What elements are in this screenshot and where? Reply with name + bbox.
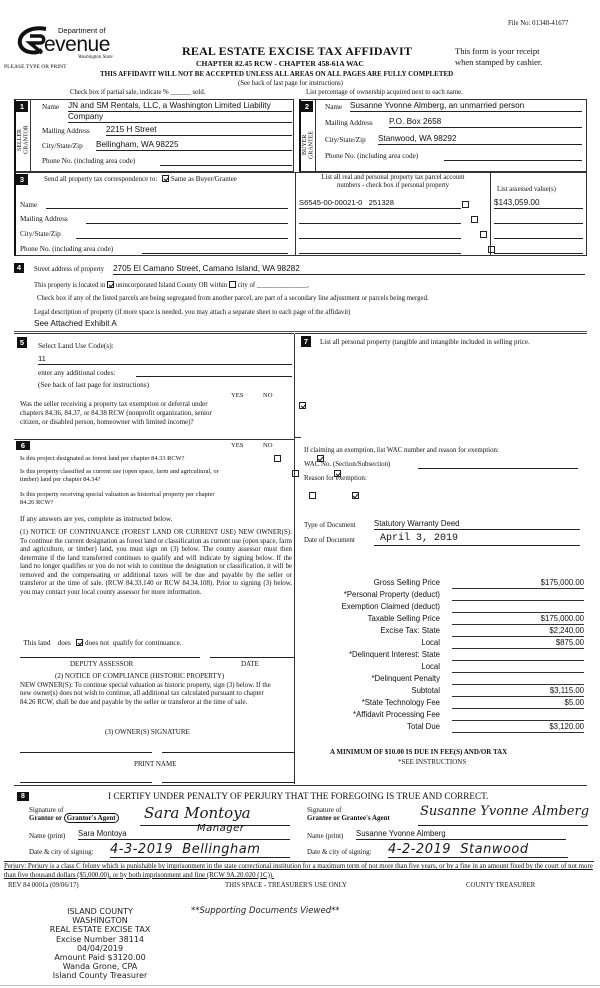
correspondence-mailing-field[interactable] <box>86 213 288 224</box>
assessed-header: List assessed value(s) <box>497 186 556 193</box>
historical-no-checkbox[interactable] <box>352 492 359 499</box>
print-name-label: PRINT NAME <box>134 760 177 768</box>
file-number: File No: 01348-41677 <box>508 20 569 27</box>
subtotal-field[interactable]: $3,115.00 <box>452 686 584 697</box>
wac-field[interactable] <box>418 458 578 469</box>
section-5-number: 5 <box>17 337 27 348</box>
reason-label: Reason for exemption: <box>304 475 367 482</box>
land-use-code-field[interactable]: 11 <box>38 354 292 365</box>
assessed-value-field-1[interactable]: $143,059.00 <box>494 198 583 209</box>
correspondence-phone-field[interactable] <box>142 243 288 254</box>
forest-land-yes-checkbox[interactable] <box>274 455 281 462</box>
treasurer-stamp: ISLAND COUNTY WASHINGTON REAL ESTATE EXCISE TAX Excise Number 38114 04/04/2019 Amount Paid $3120.00 Wanda Grone, CPA Island County Treasurer <box>49 907 151 981</box>
parcel-number-field-4[interactable] <box>299 243 461 254</box>
parcel-number-field-2[interactable] <box>299 213 461 224</box>
excise-tax-state-field[interactable]: $2,240.00 <box>452 626 584 637</box>
logo-state: Washington State <box>78 55 113 60</box>
fee-row-taxable-selling-price: Taxable Selling Price $175,000.00 <box>367 614 584 623</box>
fee-row-excise-local: Local $875.00 <box>421 638 584 647</box>
wac-label: WAC No. (Section/Subsection) <box>304 461 391 468</box>
seller-city-label: City/State/Zip <box>42 142 83 150</box>
seller-name-field-line2[interactable]: Company <box>68 112 292 123</box>
fee-row-subtotal: Subtotal $3,115.00 <box>411 686 584 695</box>
section-8-number: 8 <box>17 792 29 801</box>
taxable-selling-price-field[interactable]: $175,000.00 <box>452 614 584 625</box>
same-as-buyer-checkbox[interactable] <box>162 175 169 182</box>
warning-text: THIS AFFIDAVIT WILL NOT BE ACCEPTED UNLESS ALL AREAS ON ALL PAGES ARE FULLY COMPLETED <box>100 70 454 78</box>
partial-sale-note: Check box if partial sale, indicate % ______ sold. <box>70 89 206 96</box>
grantee-date-city-field[interactable]: 4-2-2019 Stanwood <box>388 842 568 858</box>
section-3-number: 3 <box>16 174 28 185</box>
owner-signature-line-2[interactable] <box>162 743 294 753</box>
correspondence-mailing-label: Mailing Address <box>20 215 68 223</box>
instructions-note: (See back of last page for instructions) <box>238 80 343 87</box>
buyer-name-label: Name <box>325 103 343 111</box>
assessed-value-field-2[interactable] <box>494 213 583 224</box>
county-treasurer-label: COUNTY TREASURER <box>466 882 536 889</box>
within-city-checkbox[interactable] <box>229 281 236 288</box>
perjury-certification: I CERTIFY UNDER PENALTY OF PERJURY THAT THE FOREGOING IS TRUE AND CORRECT. <box>108 791 489 801</box>
section6-yes-header: YES <box>231 442 244 449</box>
exemption-question: Was the seller receiving a property tax exemption or deferral under chapters 84.36, 84.37, or 84.38 RCW (nonprofit organization, senior citizen, or disabled person, homeowner with limited income)? <box>20 400 212 426</box>
section5-yes-header: YES <box>231 392 244 399</box>
correspondence-name-label: Name <box>20 201 38 209</box>
personal-property-label: List all personal property (tangible and intangible included in selling price. <box>320 338 530 346</box>
fee-row-personal-property: *Personal Property (deduct) <box>300 590 590 602</box>
current-use-question: Is this property classified as current use (open space, farm and agricultural, or timber) land per chapter 84.34? <box>20 468 219 483</box>
section-1-number: 1 <box>16 101 28 112</box>
grantor-signature-label: Signature of Grantor or Grantor's Agent <box>29 806 119 823</box>
doc-date-label: Date of Document <box>304 537 355 544</box>
fee-row-affidavit-processing-fee: *Affidavit Processing Fee <box>300 710 590 722</box>
see-back-note: (See back of last page for instructions) <box>38 381 149 389</box>
grantee-signature-label: Signature of Grantee or Grantee's Agent <box>307 806 390 823</box>
receipt-note-2: when stamped by cashier. <box>455 57 543 67</box>
exemption-no-checkbox[interactable] <box>299 402 306 409</box>
correspondence-city-field[interactable] <box>76 228 288 239</box>
parcel-header: List all real and personal property tax parcel account numbers - check box if personal property <box>321 174 465 190</box>
exemption-claimed-field[interactable] <box>452 602 584 613</box>
historical-yes-checkbox[interactable] <box>309 492 316 499</box>
buyer-phone-field[interactable] <box>444 150 582 161</box>
supporting-docs-stamp: **Supporting Documents Viewed** <box>191 906 340 916</box>
buyer-city-label: City/State/Zip <box>325 136 366 144</box>
fee-row-gross-selling-price: Gross Selling Price $175,000.00 <box>373 578 584 587</box>
exemption-intro: If claiming an exemption, list WAC number and reason for exemption: <box>304 447 499 454</box>
logo-revenue: evenue <box>44 33 110 56</box>
grantor-agent-circled: Grantor's Agent <box>64 813 119 823</box>
treasurer-use-label: THIS SPACE - TREASURER'S USE ONLY <box>225 882 347 889</box>
fee-row-delinquent-interest-local: Local <box>300 662 590 674</box>
buyer-phone-label: Phone No. (including area code) <box>325 152 419 160</box>
delinquent-penalty-field[interactable] <box>452 674 584 685</box>
owner-signature-line-1[interactable] <box>20 743 152 753</box>
fee-row-exemption-claimed: Exemption Claimed (deduct) <box>300 602 590 614</box>
section-2-number: 2 <box>301 101 313 112</box>
grantor-date-city-field[interactable]: 4-3-2019 Bellingham <box>110 842 290 858</box>
correspondence-phone-label: Phone No. (including area code) <box>20 245 114 253</box>
please-type: PLEASE TYPE OR PRINT <box>4 64 67 70</box>
section6-no-header: NO <box>263 442 273 449</box>
seller-name-field[interactable]: JN and SM Rentals, LLC, a Washington Limited Liability <box>68 101 292 112</box>
fee-row-total-due: Total Due $3,120.00 <box>407 722 584 731</box>
seller-mailing-field[interactable]: 2215 H Street <box>106 125 292 136</box>
section-6-number: 6 <box>16 441 30 450</box>
seller-phone-field[interactable] <box>160 155 292 166</box>
notice-of-compliance: NEW OWNER(S): To continue special valuation as historic property, sign (3) below. If the new owner(s) does not wish to continue, all additional tax calculated pursuant to chapter 84.26 RCW, shall be due and payable by the seller or transferor at the time of sale. <box>20 682 271 706</box>
grantee-name-field[interactable]: Susanne Yvonne Almberg <box>356 829 566 840</box>
receipt-note-1: This form is your receipt <box>455 46 540 56</box>
street-address-field[interactable]: 2705 El Camano Street, Camano Island, WA 98282 <box>113 264 585 275</box>
fee-row-excise-state: Excise Tax: State $2,240.00 <box>380 626 584 635</box>
additional-codes-label: enter any additional codes: <box>38 369 116 377</box>
legal-description-value[interactable]: See Attached Exhibit A <box>34 319 117 328</box>
buyer-mailing-label: Mailing Address <box>325 119 373 127</box>
date-label: DATE <box>241 660 259 668</box>
send-correspondence-label: Send all property tax correspondence to: Same as Buyer/Grantee <box>44 175 237 183</box>
buyer-grantee-label: BUYER GRANTEE <box>302 131 315 159</box>
notice-of-compliance-title: (2) NOTICE OF COMPLIANCE (HISTORIC PROPERTY) <box>55 672 225 680</box>
see-instructions-note: *SEE INSTRUCTIONS <box>398 758 467 766</box>
total-due-field[interactable]: $3,120.00 <box>452 722 584 733</box>
deputy-assessor-label: DEPUTY ASSESSOR <box>70 660 134 668</box>
seller-mailing-label: Mailing Address <box>42 127 90 135</box>
continuance-line: This land does does not qualify for continuance. <box>23 638 182 647</box>
assessed-value-field-3[interactable] <box>494 228 583 239</box>
parcel-number-field-3[interactable] <box>299 228 461 239</box>
historical-question: Is this property receiving special valuation as historical property per chapter 84.26 RCW? <box>20 491 215 506</box>
delinquent-interest-local-field[interactable] <box>452 662 584 673</box>
print-name-line-2[interactable] <box>162 773 294 783</box>
grantee-name-label: Name (print) <box>307 832 344 840</box>
section5-no-header: NO <box>263 392 273 399</box>
perjury-note: Perjury: Perjury is a class C felony which is punishable by imprisonment in the state correctional institution for a maximum term of not more than five years, or by a fine in an amount fixed by the court of not more than five thousand dollars ($5,000.00), or by both imprisonment and fine (RCW 9A.20.020 (1C)). <box>4 863 593 879</box>
land-use-label: Select Land Use Code(s): <box>38 341 114 350</box>
fee-row-delinquent-penalty: *Delinquent Penalty <box>300 674 590 686</box>
form-revision: REV 84 0001a (09/06/17) <box>8 882 79 889</box>
correspondence-city-label: City/State/Zip <box>20 230 61 238</box>
grantor-date-city-label: Date & city of signing: <box>29 848 94 856</box>
form-subtitle: CHAPTER 82.45 RCW - CHAPTER 458-61A WAC <box>196 59 364 68</box>
section-7-number: 7 <box>301 336 311 347</box>
affidavit-processing-fee-field[interactable] <box>452 710 584 721</box>
deputy-assessor-signature-line[interactable] <box>20 648 200 658</box>
legal-description-label: Legal description of property (if more space is needed, you may attach a separate sheet to each page of the affidavit) <box>34 309 351 316</box>
fee-row-delinquent-interest-state: *Delinquent Interest: State <box>300 650 590 662</box>
grantor-name-field[interactable]: Sara Montoya <box>78 829 290 840</box>
correspondence-name-field[interactable] <box>46 198 288 209</box>
doc-type-field[interactable]: Statutory Warranty Deed <box>374 519 580 530</box>
doc-date-field[interactable]: April 3, 2019 <box>374 533 580 546</box>
minimum-fee-note: A MINIMUM OF $10.00 IS DUE IN FEE(S) AND/OR TAX <box>330 748 508 756</box>
assessed-value-field-4[interactable] <box>494 243 583 254</box>
delinquent-interest-state-field[interactable] <box>452 650 584 661</box>
seller-name-label: Name <box>42 103 60 111</box>
personal-property-deduct-field[interactable] <box>452 590 584 601</box>
segregated-note: Check box if any of the listed parcels are being segregated from another parcel, are part of a secondary line adjustment or parcels being merged. <box>37 295 429 302</box>
buyer-mailing-field[interactable]: P.O. Box 2658 <box>389 117 582 128</box>
owner-signature-label: (3) OWNER(S) SIGNATURE <box>105 728 190 736</box>
grantor-name-label: Name (print) <box>29 832 66 840</box>
parcel-personal-checkbox-1[interactable] <box>462 201 469 208</box>
excise-tax-local-field[interactable]: $875.00 <box>452 638 584 649</box>
seller-grantor-label: SELLER GRANTOR <box>17 125 30 155</box>
state-technology-fee-field[interactable]: $5.00 <box>452 698 584 709</box>
grantee-signature-field[interactable]: Susanne Yvonne Almberg <box>418 812 588 826</box>
buyer-name-field[interactable]: Susanne Yvonne Almberg, an unmarried person <box>350 101 582 112</box>
seller-phone-label: Phone No. (including area code) <box>42 157 136 165</box>
assessor-date-line[interactable] <box>210 648 295 658</box>
fee-row-state-technology-fee: *State Technology Fee $5.00 <box>361 698 584 707</box>
doc-type-label: Type of Document <box>304 522 356 529</box>
buyer-city-field[interactable]: Stanwood, WA 98292 <box>378 134 582 145</box>
does-not-checkbox[interactable] <box>76 639 83 646</box>
form-title: REAL ESTATE EXCISE TAX AFFIDAVIT <box>182 44 413 58</box>
print-name-line-1[interactable] <box>20 773 152 783</box>
parcel-number-field-1[interactable]: S6545-00-00021-0 251328 <box>299 198 461 209</box>
if-yes-note: If any answers are yes, complete as instructed below. <box>20 515 173 523</box>
notice-of-continuance: (1) NOTICE OF CONTINUANCE (FOREST LAND OR CURRENT USE) NEW OWNER(S): To continue the current designation as forest land or classification as current use (open space, farm and agriculture, or timber) land, you must sign on (3) below. The county assessor must then determine if the land transferred continues to qualify and will indicate by signing below. If the land no longer qualifies or you do not wish to continue the designation or classification, it will be removed and the compensating or additional taxes will be due and payable by the seller or transferor at the time of sale. (RCW 84.33.140 or RCW 84.34.108). Prior to signing (3) below, you may contact your local county assessor for more information. <box>20 529 292 596</box>
location-line: This property is located in unincorporated Island County OR within city of _______________. <box>34 282 310 289</box>
grantor-title-note: Manager <box>197 823 245 834</box>
logo-department: Department of <box>58 26 106 35</box>
gross-selling-price-field[interactable]: $175,000.00 <box>452 578 584 589</box>
additional-codes-field[interactable] <box>136 366 292 377</box>
current-use-yes-checkbox[interactable] <box>292 470 299 477</box>
unincorporated-checkbox[interactable] <box>107 281 114 288</box>
grantor-signature-field[interactable]: Sara Montoya <box>140 812 290 826</box>
forest-land-question: Is this project designated as forest land per chapter 84.33 RCW? <box>20 455 185 462</box>
section-4-number: 4 <box>14 263 24 273</box>
ownership-pct-note: List percentage of ownership acquired next to each name. <box>306 89 463 96</box>
street-address-label: Street address of property <box>34 266 105 273</box>
parcel-personal-checkbox-2[interactable] <box>471 216 478 223</box>
seller-city-field[interactable]: Bellingham, WA 98225 <box>96 140 292 151</box>
grantee-date-city-label: Date & city of signing: <box>307 848 372 856</box>
dor-logo <box>14 22 124 67</box>
parcel-personal-checkbox-3[interactable] <box>480 231 487 238</box>
